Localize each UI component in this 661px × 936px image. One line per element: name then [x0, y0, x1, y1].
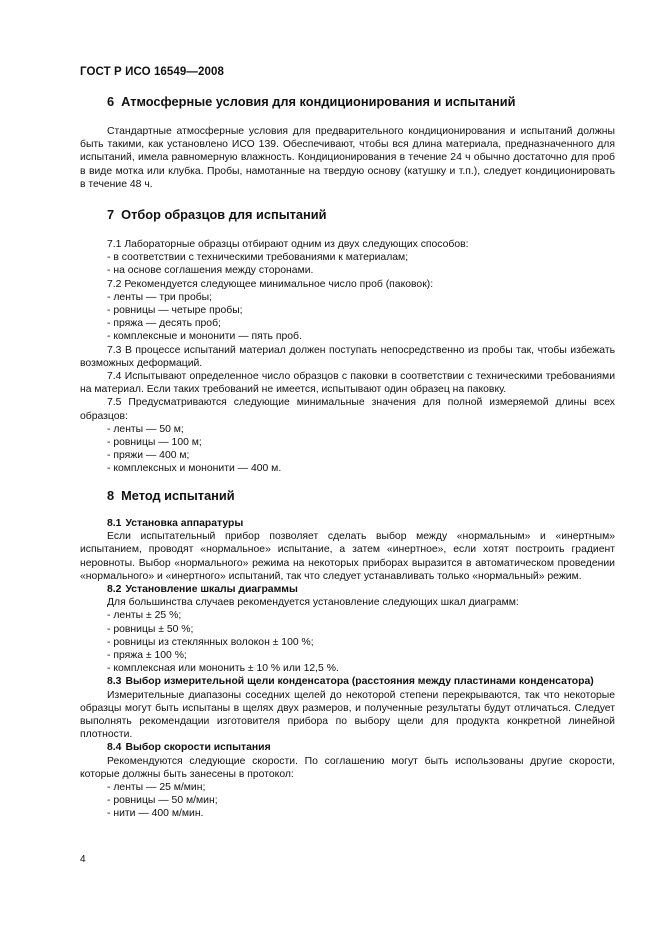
section-6-body: [80, 125, 615, 191]
list-item: - пряжа ± 100 %;: [107, 650, 187, 662]
subclause-title: Выбор измерительной щели конденсатора (расстояния между пластинами конденсатора): [125, 676, 594, 688]
list-item: - пряжа — десять проб;: [107, 318, 221, 330]
section-8-heading: [107, 488, 235, 503]
subclause-8-2-text: Для большинства случаев рекомендуется установление следующих шкал диаграмм:: [107, 597, 519, 609]
list-item: - ленты — 25 м/мин;: [107, 782, 206, 794]
subclause-8-1-heading: [80, 517, 615, 530]
subclause-8-3-heading: [80, 675, 615, 688]
list-item: - ровницы — четыре пробы;: [107, 305, 243, 317]
list-item: - ровницы ± 50 %;: [107, 623, 194, 635]
list-item: - в соответствии с техническими требованиями к материалам;: [107, 252, 409, 264]
subclause-title: Выбор скорости испытания: [125, 742, 271, 754]
page-number: 4: [80, 854, 86, 865]
section-6-number: 6: [107, 94, 115, 109]
subclause-8-2-heading: [80, 583, 615, 596]
subclause-title: Установка аппаратуры: [125, 518, 244, 529]
list-item: - на основе соглашения между сторонами.: [107, 265, 314, 277]
section-7-title: Отбор образцов для испытаний: [121, 207, 327, 222]
subclause-8-4-text: Рекомендуются следующие скорости. По соглашению могут быть использованы другие скорости, которые должны быть занесены в протокол:: [80, 755, 615, 780]
document-header: ГОСТ Р ИСО 16549—2008: [80, 66, 225, 78]
subclause-8-4-heading: [80, 741, 615, 754]
subclause-8-3-text: Измерительные диапазоны соседних щелей до некоторой степени перекрываются, так что некоторые образцы могут быть испытаны в щелях двух размеров, и полученные результаты будут отличаться. Следует выполнять рекомендации изготовителя прибора по выбору щели для продукта конкретной линейной плотности.: [80, 689, 615, 741]
subclause-title: Установление шкалы диаграммы: [125, 584, 298, 596]
section-8-body: [80, 517, 615, 821]
clause-7-2: 7.2 Рекомендуется следующее минимальное число проб (паковок):: [107, 278, 434, 290]
clause-7-1: 7.1 Лабораторные образцы отбирают одним из двух следующих способов:: [107, 239, 469, 250]
section-7-number: 7: [107, 207, 115, 222]
list-item: - ровницы — 50 м/мин;: [107, 795, 218, 807]
list-item: - ленты — 50 м;: [107, 423, 184, 435]
list-item: - пряжи — 400 м;: [107, 450, 190, 462]
section-7-heading: [107, 207, 326, 222]
section-6-title: Атмосферные условия для кондиционирования и испытаний: [121, 94, 516, 109]
list-item: - ровницы — 100 м;: [107, 437, 202, 449]
list-item: - ленты ± 25 %;: [107, 610, 182, 622]
clause-7-3: 7.3 В процессе испытаний материал должен поступать непосредственно из пробы так, чтобы избежать возможных деформаций.: [80, 344, 615, 369]
section-7-body: [80, 238, 615, 476]
list-item: - комплексная или мононить ± 10 % или 12,5 %.: [107, 663, 339, 675]
section-8-number: 8: [107, 488, 115, 503]
subclause-number: 8.1: [107, 518, 122, 529]
section-8-title: Метод испытаний: [121, 488, 235, 503]
clause-7-4: 7.4 Испытывают определенное число образцов с паковки в соответствии с техническими требованиями на материал. Если таких требований не имеется, испытывают один образец на паковку.: [80, 371, 615, 396]
subclause-number: 8.3: [107, 676, 122, 688]
subclause-8-1-text: Если испытательный прибор позволяет сделать выбор между «нормальным» и «инертным» испытанием, проводят «нормальное» испытание, а затем «инертное», если хотят построить градиент неровноты. Выбор «нормального» режима на некоторых приборах выразится в автоматическом проведении «нормального» и «инертного» испытаний, так что следует устанавливать только «нормальный» режим.: [80, 531, 615, 582]
section-6-heading: [107, 94, 515, 109]
subclause-number: 8.2: [107, 584, 122, 596]
clause-7-5: 7.5 Предусматриваются следующие минимальные значения для полной измеряемой длины всех образцов:: [80, 397, 615, 422]
list-item: - нити — 400 м/мин.: [107, 808, 204, 820]
list-item: - ленты — три пробы;: [107, 291, 213, 303]
subclause-number: 8.4: [107, 742, 122, 754]
list-item: - ровницы из стеклянных волокон ± 100 %;: [107, 636, 314, 648]
section-6-paragraph: Стандартные атмосферные условия для предварительного кондиционирования и испытаний должны быть такими, как установлено ИСО 139. Обеспечивают, чтобы вся длина материала, предназначенного для испытаний, имела равномерную влажность. Кондиционирования в течение 24 ч обычно достаточно для проб в виде мотка или клубка. Пробы, намотанные на твердую основу (катушку и т.п.), следует кондиционировать в течение 48 ч.: [80, 126, 615, 190]
list-item: - комплексных и мононити — 400 м.: [107, 463, 282, 475]
list-item: - комплексные и мононити — пять проб.: [107, 331, 302, 343]
